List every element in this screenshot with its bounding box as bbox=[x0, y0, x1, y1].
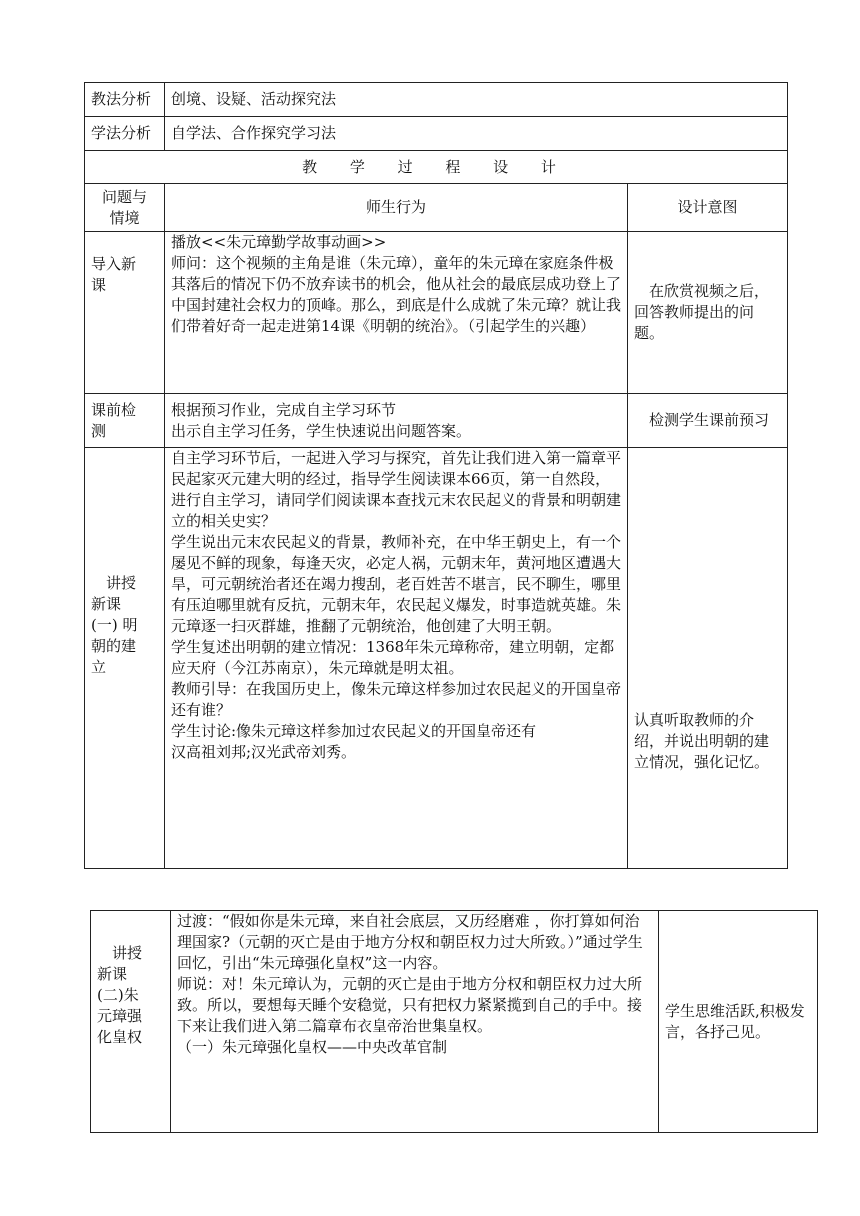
teaching-method-label: 教法分析 bbox=[85, 83, 165, 117]
row-behavior: 根据预习作业，完成自主学习环节 出示自主学习任务，学生快速说出问题答案。 bbox=[165, 394, 628, 448]
table-row bbox=[85, 448, 788, 869]
header-intent: 设计意图 bbox=[628, 184, 788, 232]
learning-method-value: 自学法、合作探究学习法 bbox=[165, 117, 788, 151]
lesson-plan-table-2 bbox=[90, 910, 818, 1133]
header-scenario: 问题与 情境 bbox=[85, 184, 165, 232]
row-intent: 在欣赏视频之后，回答教师提出的问题。 bbox=[628, 232, 788, 394]
section-title-row bbox=[85, 151, 788, 184]
row-label: 讲授 新课 (一) 明 朝的建 立 bbox=[85, 448, 165, 869]
section-title: 教 学 过 程 设 计 bbox=[85, 151, 788, 184]
table-row bbox=[85, 232, 788, 394]
header-behavior: 师生行为 bbox=[165, 184, 628, 232]
teaching-method-value: 创境、设疑、活动探究法 bbox=[165, 83, 788, 117]
table-row bbox=[91, 911, 818, 1133]
row-label: 导入新 课 bbox=[85, 232, 165, 394]
header-row bbox=[85, 184, 788, 232]
lesson-plan-table-1 bbox=[84, 82, 788, 869]
row-behavior: 过渡：“假如你是朱元璋，来自社会底层，又历经磨难 ，你打算如何治理国家?（元朝的灭亡是由于地方分权和朝臣权力过大所致。）”通过学生回忆，引出“朱元璋强化皇权”这一内容。 师说：对！朱元璋认为，元朝的灭亡是由于地方分权和朝臣权力过大所致。所以，要想每天睡个安稳觉，只有把权力紧紧揽到自己的手中。接下来让我们进入第二篇章布衣皇帝治世集皇权。 （一）朱元璋强化皇权——中央改革官制 bbox=[171, 911, 659, 1133]
row-behavior: 自主学习环节后，一起进入学习与探究，首先让我们进入第一篇章平民起家灭元建大明的经过，指导学生阅读课本66页，第一自然段，进行自主学习，请同学们阅读课本查找元末农民起义的背景和明朝建立的相关史实？ 学生说出元末农民起义的背景，教师补充，在中华王朝史上，有一个屡见不鲜的现象，每逢天灾，必定人祸，元朝末年，黄河地区遭遇大旱，可元朝统治者还在竭力搜刮，老百姓苦不堪言，民不聊生，哪里有压迫哪里就有反抗，元朝末年，农民起义爆发，时事造就英雄。朱元璋逐一扫灭群雄，推翻了元朝统治，他创建了大明王朝。 学生复述出明朝的建立情况：1368年朱元璋称帝，建立明朝，定都应天府（今江苏南京），朱元璋就是明太祖。 教师引导：在我国历史上，像朱元璋这样参加过农民起义的开国皇帝还有谁？ 学生讨论:像朱元璋这样参加过农民起义的开国皇帝还有 汉高祖刘邦;汉光武帝刘秀。 bbox=[165, 448, 628, 869]
teaching-method-row bbox=[85, 83, 788, 117]
learning-method-label: 学法分析 bbox=[85, 117, 165, 151]
row-label: 课前检 测 bbox=[85, 394, 165, 448]
row-intent: 检测学生课前预习 bbox=[628, 394, 788, 448]
table-row bbox=[85, 394, 788, 448]
learning-method-row bbox=[85, 117, 788, 151]
row-label: 讲授 新课 (二)朱 元璋强 化皇权 bbox=[91, 911, 171, 1133]
row-behavior: 播放<<朱元璋勤学故事动画>> 师问：这个视频的主角是谁（朱元璋），童年的朱元璋在家庭条件极其落后的情况下仍不放弃读书的机会，他从社会的最底层成功登上了中国封建社会权力的顶峰。那么，到底是什么成就了朱元璋？就让我们带着好奇一起走进第14课《明朝的统治》。（引起学生的兴趣） bbox=[165, 232, 628, 394]
row-intent: 认真听取教师的介绍，并说出明朝的建立情况，强化记忆。 bbox=[628, 448, 788, 869]
row-intent: 学生思维活跃,积极发言，各抒己见。 bbox=[659, 911, 818, 1133]
